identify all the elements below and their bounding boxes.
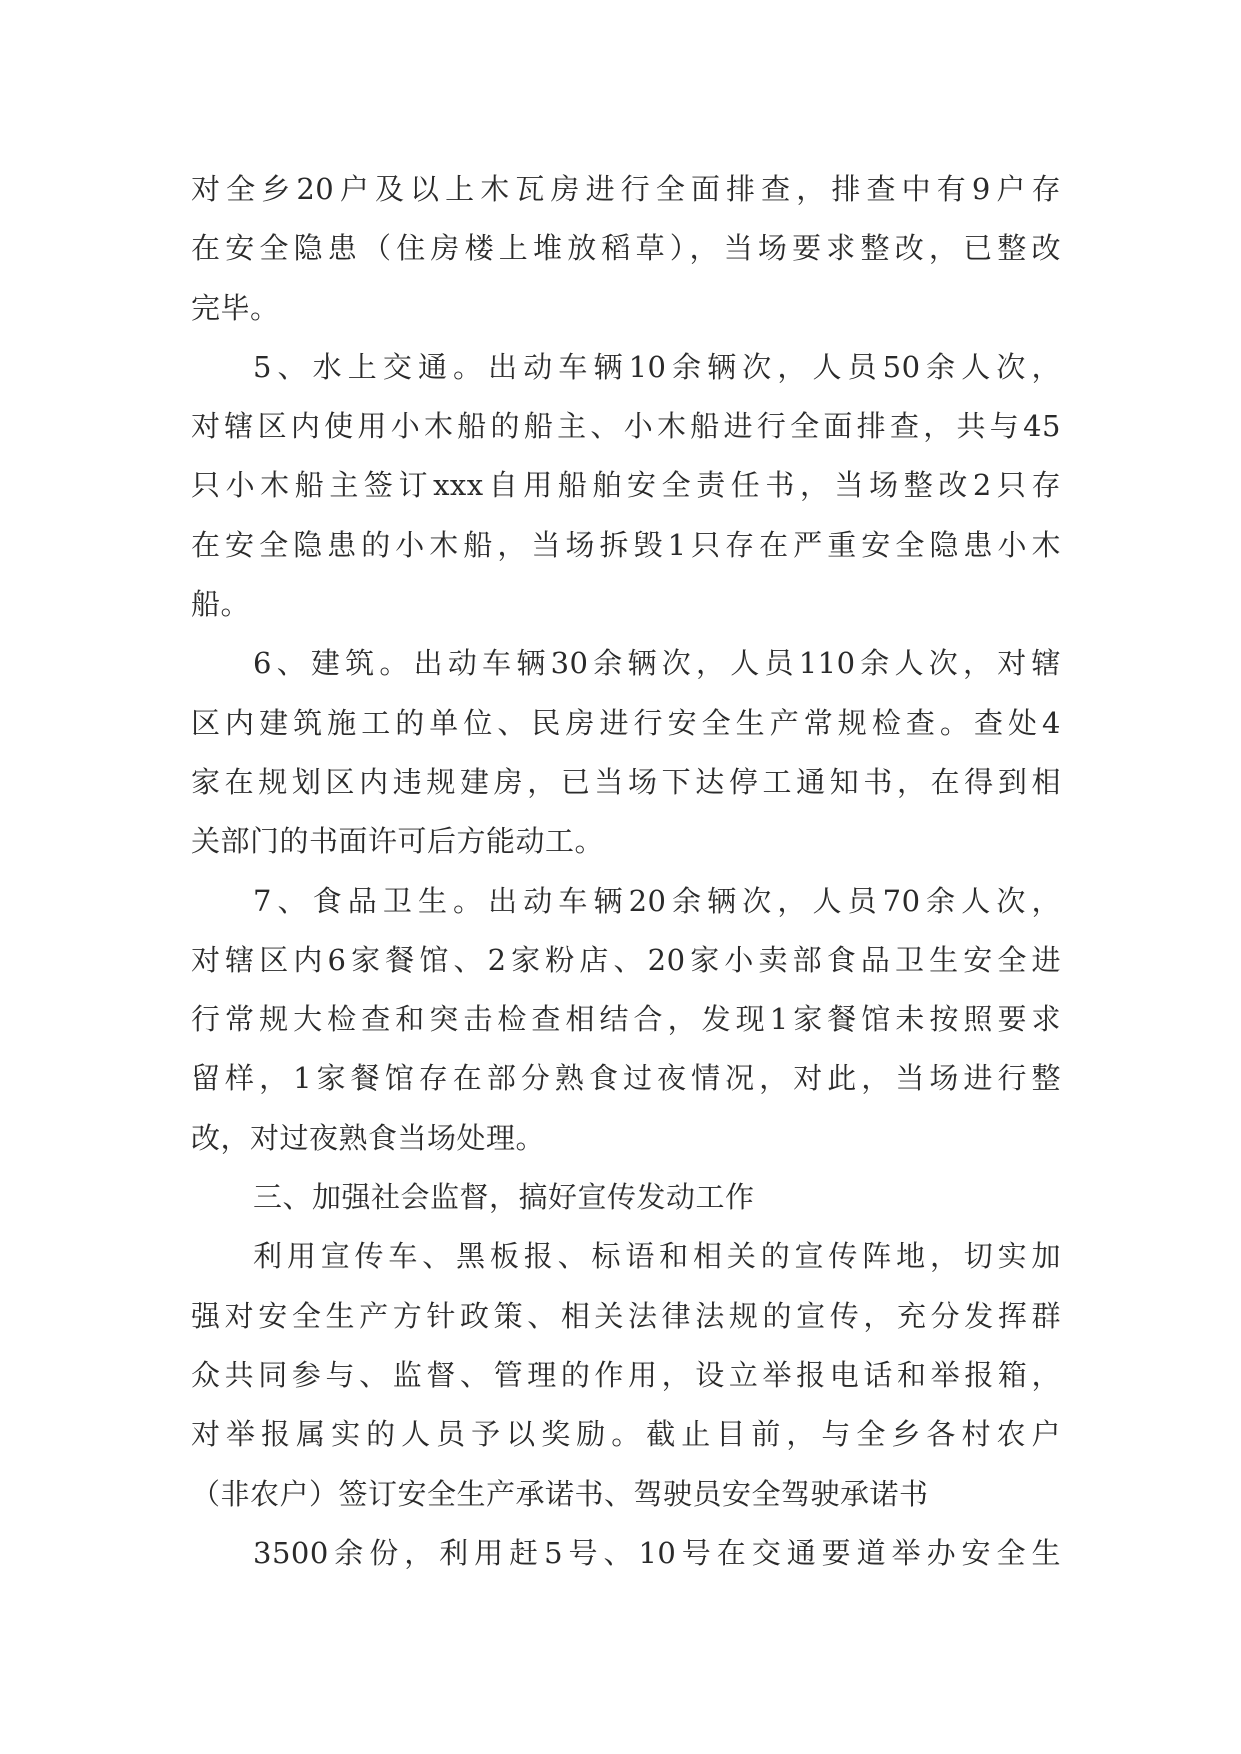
document-body: [191, 160, 1061, 1583]
text-line: 只小木船主签订xxx自用船舶安全责任书，当场整改2只存: [191, 468, 1061, 503]
text-line: 完毕。: [191, 290, 280, 325]
text-line: 在安全隐患（住房楼上堆放稻草），当场要求整改，已整改: [191, 231, 1061, 266]
text-line: 6、建筑。出动车辆30余辆次，人员110余人次，对辖: [253, 646, 1061, 681]
text-line: 对全乡20户及以上木瓦房进行全面排查，排查中有9户存: [191, 172, 1061, 206]
text-line: 家在规划区内违规建房，已当场下达停工通知书，在得到相: [191, 764, 1061, 799]
text-line: 对辖区内使用小木船的船主、小木船进行全面排查，共与45: [191, 409, 1061, 444]
text-line: （非农户）签订安全生产承诺书、驾驶员安全驾驶承诺书: [191, 1476, 929, 1511]
text-line: 三、加强社会监督，搞好宣传发动工作: [253, 1180, 755, 1215]
text-line: 5、水上交通。出动车辆10余辆次，人员50余人次，: [253, 349, 1061, 384]
text-line: 对辖区内6家餐馆、2家粉店、20家小卖部食品卫生安全进: [191, 942, 1061, 977]
text-line: 留样，1家餐馆存在部分熟食过夜情况，对此，当场进行整: [191, 1061, 1061, 1096]
text-line: 区内建筑施工的单位、民房进行安全生产常规检查。查处4: [191, 705, 1061, 740]
text-line: 众共同参与、监督、管理的作用，设立举报电话和举报箱，: [191, 1357, 1061, 1392]
text-line: 在安全隐患的小木船，当场拆毁1只存在严重安全隐患小木: [191, 527, 1061, 562]
text-line: 利用宣传车、黑板报、标语和相关的宣传阵地，切实加: [253, 1239, 1061, 1274]
text-line: 关部门的书面许可后方能动工。: [191, 824, 605, 859]
text-line: 改，对过夜熟食当场处理。: [191, 1120, 546, 1155]
text-line: 船。: [191, 587, 251, 622]
text-line: 行常规大检查和突击检查相结合，发现1家餐馆未按照要求: [191, 1002, 1061, 1037]
text-line: 对举报属实的人员予以奖励。截止目前，与全乡各村农户: [191, 1417, 1061, 1452]
text-line: 3500余份，利用赶5号、10号在交通要道举办安全生: [253, 1535, 1061, 1570]
text-line: 7、食品卫生。出动车辆20余辆次，人员70余人次，: [253, 883, 1061, 918]
text-line: 强对安全生产方针政策、相关法律法规的宣传，充分发挥群: [191, 1298, 1061, 1333]
